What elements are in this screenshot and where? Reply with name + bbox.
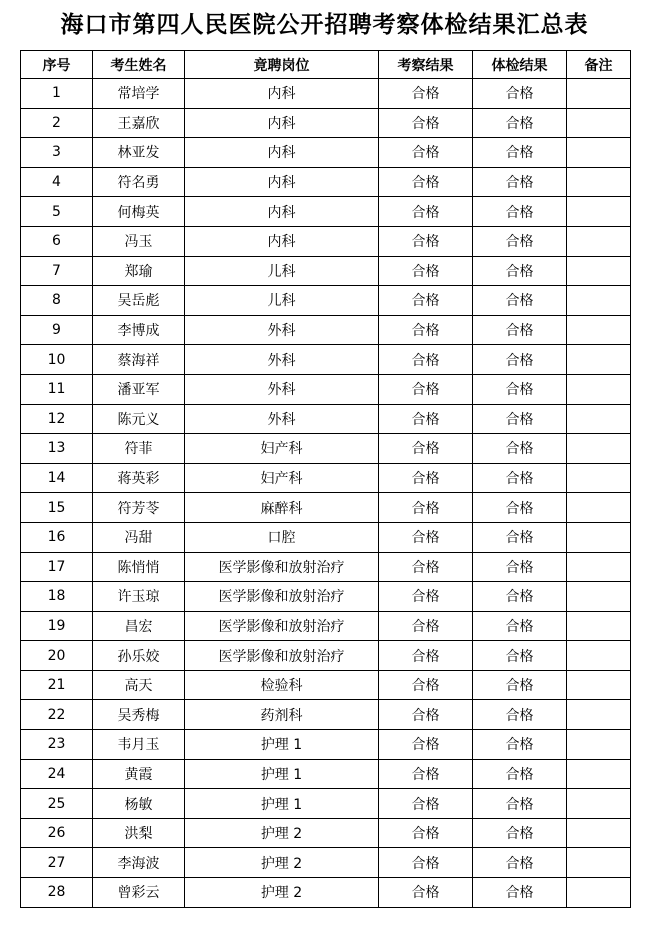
- table-row: [21, 197, 631, 227]
- cell-inspection: 合格: [379, 493, 473, 523]
- cell-name: 高天: [93, 670, 185, 700]
- cell-name: 符名勇: [93, 167, 185, 197]
- cell-note: [567, 463, 631, 493]
- cell-medical: 合格: [473, 493, 567, 523]
- cell-name: 何梅英: [93, 197, 185, 227]
- table-row: [21, 641, 631, 671]
- cell-position: 妇产科: [185, 463, 379, 493]
- header-position: 竟聘岗位: [185, 51, 379, 79]
- cell-inspection: 合格: [379, 256, 473, 286]
- cell-inspection: 合格: [379, 345, 473, 375]
- cell-medical: 合格: [473, 552, 567, 582]
- table-row: [21, 552, 631, 582]
- cell-medical: 合格: [473, 256, 567, 286]
- cell-medical: 合格: [473, 818, 567, 848]
- cell-medical: 合格: [473, 226, 567, 256]
- table-row: [21, 315, 631, 345]
- cell-seq: 5: [21, 197, 93, 227]
- cell-seq: 11: [21, 374, 93, 404]
- table-row: [21, 226, 631, 256]
- cell-medical: 合格: [473, 670, 567, 700]
- header-note: 备注: [567, 51, 631, 79]
- cell-inspection: 合格: [379, 374, 473, 404]
- cell-inspection: 合格: [379, 404, 473, 434]
- cell-name: 吴岳彪: [93, 286, 185, 316]
- cell-inspection: 合格: [379, 79, 473, 109]
- cell-name: 孙乐姣: [93, 641, 185, 671]
- table-row: [21, 434, 631, 464]
- cell-inspection: 合格: [379, 611, 473, 641]
- cell-medical: 合格: [473, 434, 567, 464]
- cell-name: 曾彩云: [93, 878, 185, 908]
- cell-position: 儿科: [185, 286, 379, 316]
- cell-position: 护理 2: [185, 848, 379, 878]
- cell-note: [567, 641, 631, 671]
- cell-note: [567, 226, 631, 256]
- cell-seq: 14: [21, 463, 93, 493]
- cell-inspection: 合格: [379, 463, 473, 493]
- cell-medical: 合格: [473, 108, 567, 138]
- cell-name: 符芳苓: [93, 493, 185, 523]
- table-row: [21, 286, 631, 316]
- cell-seq: 24: [21, 759, 93, 789]
- table-row: [21, 404, 631, 434]
- table-row: [21, 759, 631, 789]
- cell-note: [567, 552, 631, 582]
- cell-note: [567, 345, 631, 375]
- table-row: [21, 493, 631, 523]
- cell-seq: 8: [21, 286, 93, 316]
- page-title: 海口市第四人民医院公开招聘考察体检结果汇总表: [60, 11, 589, 38]
- cell-medical: 合格: [473, 759, 567, 789]
- cell-name: 郑瑜: [93, 256, 185, 286]
- cell-seq: 2: [21, 108, 93, 138]
- cell-seq: 6: [21, 226, 93, 256]
- cell-position: 护理 1: [185, 730, 379, 760]
- cell-position: 护理 2: [185, 878, 379, 908]
- table-row: [21, 138, 631, 168]
- cell-medical: 合格: [473, 404, 567, 434]
- cell-note: [567, 759, 631, 789]
- cell-seq: 19: [21, 611, 93, 641]
- table-row: [21, 700, 631, 730]
- cell-name: 冯甜: [93, 522, 185, 552]
- table-header-row: [21, 51, 631, 79]
- cell-inspection: 合格: [379, 818, 473, 848]
- cell-medical: 合格: [473, 641, 567, 671]
- cell-name: 林亚发: [93, 138, 185, 168]
- table-row: [21, 522, 631, 552]
- table-row: [21, 789, 631, 819]
- cell-seq: 22: [21, 700, 93, 730]
- cell-medical: 合格: [473, 463, 567, 493]
- cell-inspection: 合格: [379, 878, 473, 908]
- cell-name: 昌宏: [93, 611, 185, 641]
- cell-seq: 1: [21, 79, 93, 109]
- cell-seq: 21: [21, 670, 93, 700]
- cell-position: 医学影像和放射治疗: [185, 611, 379, 641]
- cell-inspection: 合格: [379, 552, 473, 582]
- cell-seq: 27: [21, 848, 93, 878]
- cell-medical: 合格: [473, 374, 567, 404]
- table-row: [21, 108, 631, 138]
- cell-seq: 23: [21, 730, 93, 760]
- cell-inspection: 合格: [379, 108, 473, 138]
- cell-inspection: 合格: [379, 226, 473, 256]
- cell-name: 冯玉: [93, 226, 185, 256]
- cell-note: [567, 256, 631, 286]
- cell-medical: 合格: [473, 197, 567, 227]
- cell-name: 黄霞: [93, 759, 185, 789]
- cell-inspection: 合格: [379, 434, 473, 464]
- cell-position: 内科: [185, 108, 379, 138]
- cell-medical: 合格: [473, 789, 567, 819]
- cell-seq: 20: [21, 641, 93, 671]
- cell-note: [567, 374, 631, 404]
- cell-seq: 13: [21, 434, 93, 464]
- cell-position: 麻醉科: [185, 493, 379, 523]
- cell-position: 护理 1: [185, 759, 379, 789]
- cell-note: [567, 878, 631, 908]
- cell-inspection: 合格: [379, 315, 473, 345]
- cell-medical: 合格: [473, 730, 567, 760]
- cell-inspection: 合格: [379, 197, 473, 227]
- cell-position: 检验科: [185, 670, 379, 700]
- cell-inspection: 合格: [379, 848, 473, 878]
- cell-seq: 9: [21, 315, 93, 345]
- cell-name: 潘亚军: [93, 374, 185, 404]
- cell-medical: 合格: [473, 138, 567, 168]
- cell-name: 蒋英彩: [93, 463, 185, 493]
- cell-name: 李海波: [93, 848, 185, 878]
- cell-name: 常培学: [93, 79, 185, 109]
- cell-position: 外科: [185, 315, 379, 345]
- cell-note: [567, 167, 631, 197]
- cell-note: [567, 108, 631, 138]
- cell-position: 外科: [185, 345, 379, 375]
- header-seq: 序号: [21, 51, 93, 79]
- cell-name: 韦月玉: [93, 730, 185, 760]
- header-medical: 体检结果: [473, 51, 567, 79]
- cell-inspection: 合格: [379, 670, 473, 700]
- cell-note: [567, 315, 631, 345]
- cell-note: [567, 493, 631, 523]
- cell-medical: 合格: [473, 522, 567, 552]
- header-inspection: 考察结果: [379, 51, 473, 79]
- cell-medical: 合格: [473, 315, 567, 345]
- cell-name: 杨敏: [93, 789, 185, 819]
- table-row: [21, 582, 631, 612]
- cell-name: 陈悄悄: [93, 552, 185, 582]
- table-row: [21, 848, 631, 878]
- cell-note: [567, 700, 631, 730]
- cell-medical: 合格: [473, 79, 567, 109]
- table-row: [21, 79, 631, 109]
- cell-seq: 26: [21, 818, 93, 848]
- cell-position: 药剂科: [185, 700, 379, 730]
- cell-inspection: 合格: [379, 730, 473, 760]
- cell-position: 护理 1: [185, 789, 379, 819]
- cell-medical: 合格: [473, 345, 567, 375]
- cell-position: 内科: [185, 226, 379, 256]
- cell-name: 许玉琼: [93, 582, 185, 612]
- cell-name: 符菲: [93, 434, 185, 464]
- table-row: [21, 670, 631, 700]
- cell-seq: 25: [21, 789, 93, 819]
- cell-note: [567, 670, 631, 700]
- cell-medical: 合格: [473, 848, 567, 878]
- cell-inspection: 合格: [379, 789, 473, 819]
- cell-note: [567, 79, 631, 109]
- cell-note: [567, 404, 631, 434]
- cell-position: 内科: [185, 197, 379, 227]
- cell-seq: 10: [21, 345, 93, 375]
- cell-name: 吴秀梅: [93, 700, 185, 730]
- cell-seq: 18: [21, 582, 93, 612]
- table-row: [21, 167, 631, 197]
- cell-note: [567, 582, 631, 612]
- table-row: [21, 256, 631, 286]
- cell-position: 儿科: [185, 256, 379, 286]
- cell-medical: 合格: [473, 700, 567, 730]
- cell-position: 内科: [185, 138, 379, 168]
- cell-position: 外科: [185, 374, 379, 404]
- cell-note: [567, 138, 631, 168]
- cell-name: 洪梨: [93, 818, 185, 848]
- cell-note: [567, 730, 631, 760]
- cell-seq: 28: [21, 878, 93, 908]
- header-name: 考生姓名: [93, 51, 185, 79]
- cell-position: 医学影像和放射治疗: [185, 552, 379, 582]
- table-row: [21, 345, 631, 375]
- cell-inspection: 合格: [379, 759, 473, 789]
- table-row: [21, 818, 631, 848]
- table-row: [21, 374, 631, 404]
- cell-position: 内科: [185, 167, 379, 197]
- cell-seq: 17: [21, 552, 93, 582]
- cell-medical: 合格: [473, 167, 567, 197]
- cell-position: 医学影像和放射治疗: [185, 582, 379, 612]
- cell-note: [567, 818, 631, 848]
- results-table: [20, 50, 631, 908]
- cell-inspection: 合格: [379, 286, 473, 316]
- cell-note: [567, 522, 631, 552]
- cell-seq: 3: [21, 138, 93, 168]
- cell-name: 李博成: [93, 315, 185, 345]
- cell-medical: 合格: [473, 582, 567, 612]
- cell-inspection: 合格: [379, 522, 473, 552]
- cell-medical: 合格: [473, 286, 567, 316]
- table-row: [21, 730, 631, 760]
- cell-position: 护理 2: [185, 818, 379, 848]
- cell-position: 外科: [185, 404, 379, 434]
- cell-seq: 12: [21, 404, 93, 434]
- table-row: [21, 878, 631, 908]
- cell-note: [567, 611, 631, 641]
- table-row: [21, 463, 631, 493]
- cell-position: 口腔: [185, 522, 379, 552]
- cell-seq: 15: [21, 493, 93, 523]
- cell-medical: 合格: [473, 611, 567, 641]
- cell-note: [567, 434, 631, 464]
- table-row: [21, 611, 631, 641]
- cell-position: 医学影像和放射治疗: [185, 641, 379, 671]
- cell-seq: 16: [21, 522, 93, 552]
- cell-inspection: 合格: [379, 167, 473, 197]
- cell-seq: 7: [21, 256, 93, 286]
- cell-note: [567, 789, 631, 819]
- cell-note: [567, 286, 631, 316]
- cell-inspection: 合格: [379, 641, 473, 671]
- cell-note: [567, 848, 631, 878]
- cell-inspection: 合格: [379, 700, 473, 730]
- cell-name: 王嘉欣: [93, 108, 185, 138]
- cell-inspection: 合格: [379, 138, 473, 168]
- cell-position: 妇产科: [185, 434, 379, 464]
- cell-medical: 合格: [473, 878, 567, 908]
- cell-inspection: 合格: [379, 582, 473, 612]
- cell-name: 陈元义: [93, 404, 185, 434]
- cell-note: [567, 197, 631, 227]
- cell-position: 内科: [185, 79, 379, 109]
- table-body: [21, 79, 631, 908]
- cell-name: 蔡海祥: [93, 345, 185, 375]
- cell-seq: 4: [21, 167, 93, 197]
